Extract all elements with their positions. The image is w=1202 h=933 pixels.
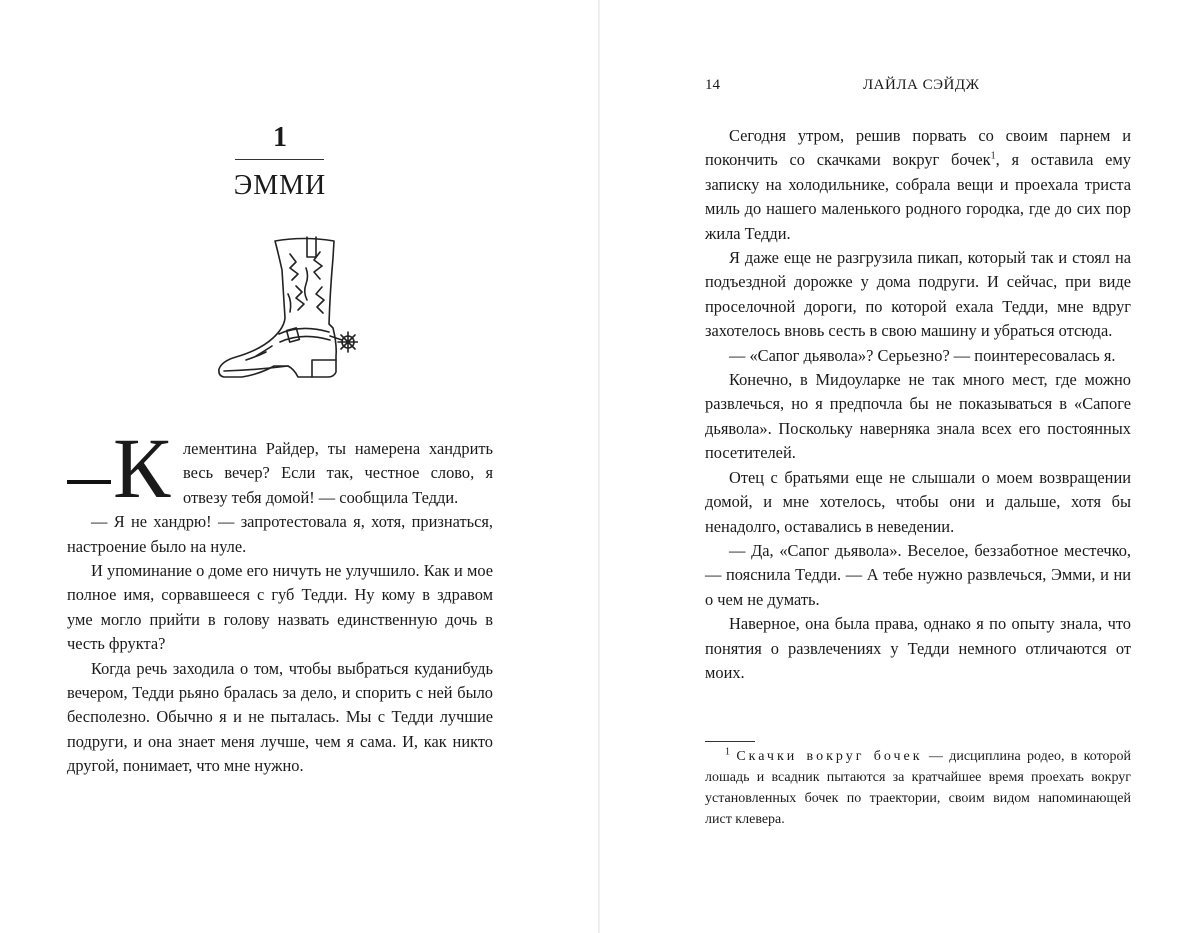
paragraph: И упоминание о доме его ничуть не улучшило. Как и мое полное имя, сорвавшееся с губ Тедди. Ну кому в здравом уме могло прийти в голову назвать единственную дочь в честь фрукта? — [67, 561, 493, 654]
paragraph: Когда речь заходила о том, чтобы выбраться куданибудь вечером, Тедди рьяно бралась за дело, и спорить с ней было бесполезно. Обычно я и не пыталась. Мы с Тедди лучшие подруги, и она знает меня лучше, чем я сама. И, как никто другой, понимает, что мне нужно. — [67, 658, 493, 776]
paragraph-text: , я оставила ему записку на холодильнике, собрала вещи и проехала триста миль до нашего маленького родного городка, где до сих пор жила Тедди. — [705, 150, 1131, 243]
chapter-title: ЭММИ — [233, 170, 327, 201]
drop-cap-letter: К — [113, 420, 171, 516]
paragraph: Наверное, она была права, однако я по опыту знала, что понятия о развлечениях у Тедди немного отличаются от моих. — [705, 614, 1131, 682]
paragraph: — Я не хандрю! — запротестовала я, хотя, признаться, настроение было на нуле. — [67, 512, 493, 556]
cowboy-boot-illustration — [216, 232, 358, 382]
footnote-reference: 1 — [990, 150, 996, 162]
paragraph: Я даже еще не разгрузила пикап, который так и стоял на подъездной дорожке у дома подруги. И сейчас, при виде проселочной дороги, по которой ехала Тедди, мне вдруг захотелось вновь сесть в свою машину и убраться отсюда. — [705, 248, 1131, 341]
drop-cap — [67, 420, 177, 516]
footnote-marker: 1 — [725, 746, 730, 758]
paragraph — [705, 124, 1131, 246]
running-head-author: ЛАЙЛА СЭЙДЖ — [863, 77, 980, 93]
paragraph: Конечно, в Мидоуларке не так много мест, где можно развлечься, но я предпочла бы не показываться в «Сапоге дьявола». Поскольку наверняка знала всех его постоянных посетителей. — [705, 370, 1131, 463]
drop-cap-dash — [67, 480, 111, 484]
paragraph: — «Сапог дьявола»? Серьезно? — поинтересовалась я. — [729, 345, 1116, 365]
footnote-term: Скачки вокруг бочек — [736, 749, 923, 764]
footnote — [705, 746, 1131, 830]
left-page — [0, 0, 598, 933]
footnote-divider — [705, 741, 755, 742]
right-page — [600, 0, 1202, 933]
paragraph-text: Сегодня утром, решив порвать со своим парнем и покончить со скачками вокруг бочек — [705, 126, 1131, 170]
page-body-text — [705, 124, 1131, 685]
footnote-text: — дисциплина родео, в которой лошадь и всадник пытаются за кратчайшее время проехать вокруг установленных бочек по траектории, своим видом напоминающей лист клевера. — [705, 749, 1132, 827]
page-number: 14 — [705, 77, 720, 93]
paragraph: — Да, «Сапог дьявола». Веселое, беззаботное местечко, — пояснила Тедди. — А тебе нужно развлечься, Эмми, и ни о чем не думать. — [705, 540, 1131, 609]
paragraph: лементина Райдер, ты намерена хандрить весь вечер? Если так, честное слово, я отвезу тебя домой! — сообщила Тедди. — [183, 439, 493, 507]
chapter-body-text — [67, 420, 493, 779]
chapter-divider — [235, 159, 324, 160]
chapter-number: 1 — [273, 122, 287, 153]
paragraph: Отец с братьями еще не слышали о моем возвращении домой, и мне хотелось, чтобы они и дальше, хотя бы ненадолго, оставались в неведении. — [705, 467, 1131, 536]
